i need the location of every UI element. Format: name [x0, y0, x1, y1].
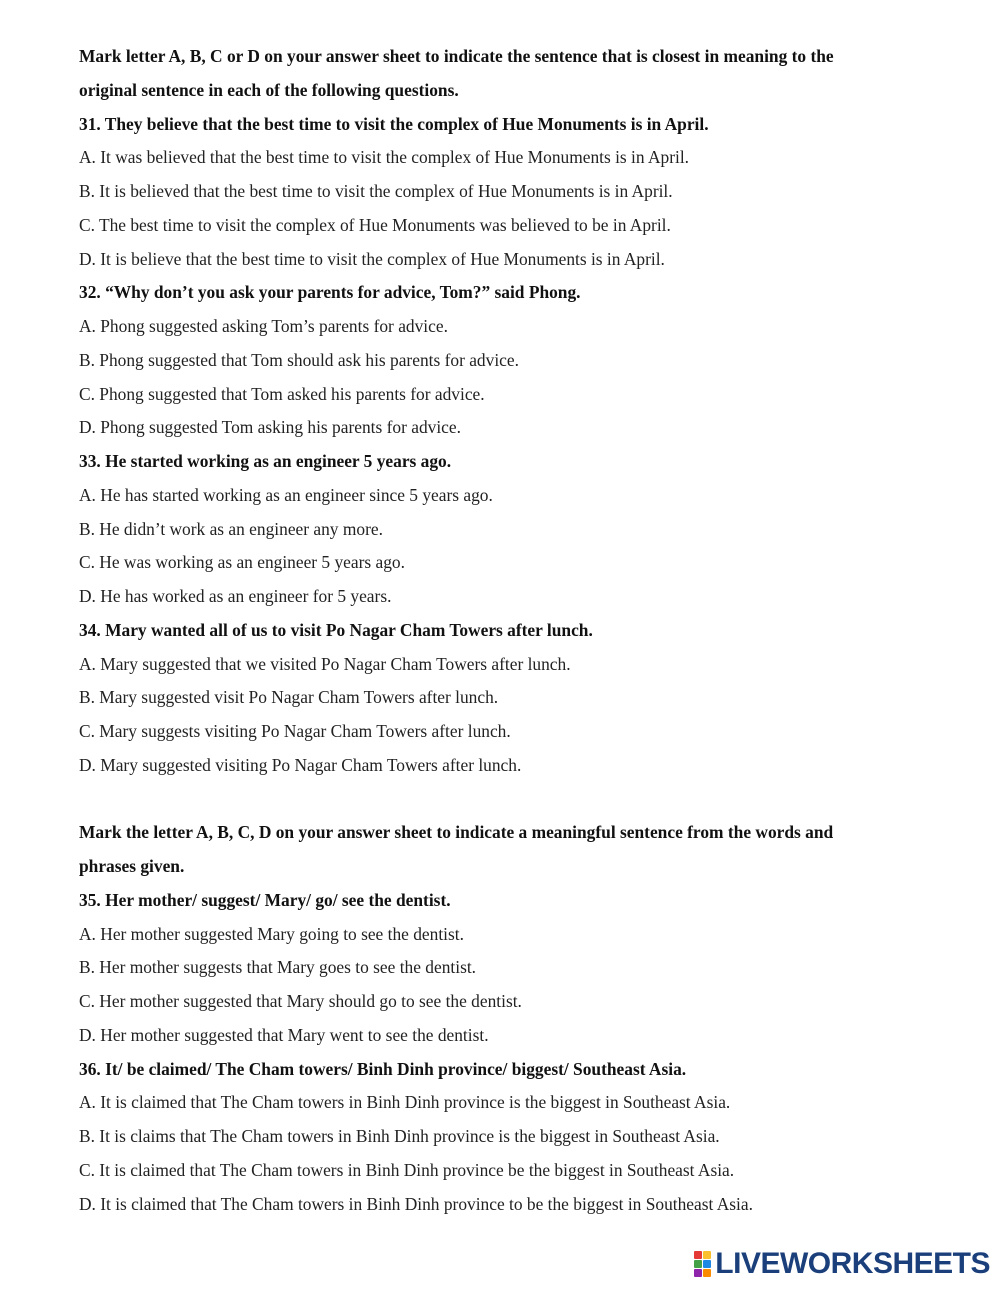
logo-tile: [694, 1251, 702, 1259]
instruction-line: phrases given.: [79, 856, 185, 876]
option-d[interactable]: D. It is believe that the best time to visit the complex of Hue Monuments is in April.: [79, 248, 665, 269]
question-34: [79, 614, 959, 783]
option-b[interactable]: B. Mary suggested visit Po Nagar Cham Towers after lunch.: [79, 687, 499, 708]
question-prompt: 31. They believe that the best time to visit the complex of Hue Monuments is in April.: [79, 113, 709, 134]
liveworksheets-logo[interactable]: [694, 1247, 990, 1281]
option-a[interactable]: A. He has started working as an engineer since 5 years ago.: [79, 484, 493, 505]
section-2: [79, 816, 959, 1221]
option-b[interactable]: B. It is believed that the best time to visit the complex of Hue Monuments is in April.: [79, 181, 673, 201]
option-c[interactable]: C. The best time to visit the complex of Hue Monuments was believed to be in April.: [79, 214, 671, 235]
question-prompt: 36. It/ be claimed/ The Cham towers/ Binh Dinh province/ biggest/ Southeast Asia.: [79, 1058, 687, 1079]
worksheet-document: [79, 40, 959, 1221]
option-c[interactable]: C. He was working as an engineer 5 years ago.: [79, 552, 405, 573]
question-prompt: 35. Her mother/ suggest/ Mary/ go/ see the dentist.: [79, 889, 451, 910]
option-a[interactable]: A. It was believed that the best time to visit the complex of Hue Monuments is in April.: [79, 147, 690, 168]
option-c[interactable]: C. Phong suggested that Tom asked his parents for advice.: [79, 383, 485, 404]
question-prompt: 34. Mary wanted all of us to visit Po Nagar Cham Towers after lunch.: [79, 619, 593, 640]
option-c[interactable]: C. Mary suggests visiting Po Nagar Cham Towers after lunch.: [79, 721, 511, 741]
option-b[interactable]: B. Her mother suggests that Mary goes to see the dentist.: [79, 957, 477, 978]
logo-tile: [694, 1260, 702, 1268]
option-b[interactable]: B. It is claims that The Cham towers in Binh Dinh province is the biggest in Southeast Asia.: [79, 1126, 720, 1146]
option-d[interactable]: D. He has worked as an engineer for 5 years.: [79, 586, 392, 606]
option-d[interactable]: D. Her mother suggested that Mary went to see the dentist.: [79, 1024, 489, 1045]
question-31: [79, 108, 959, 277]
option-d[interactable]: D. Phong suggested Tom asking his parents for advice.: [79, 417, 461, 438]
logo-tile: [694, 1269, 702, 1277]
option-a[interactable]: A. Her mother suggested Mary going to see the dentist.: [79, 923, 464, 944]
instruction-line: Mark the letter A, B, C, D on your answer sheet to indicate a meaningful sentence from the words and: [79, 822, 834, 843]
question-35: [79, 884, 959, 1053]
question-33: [79, 445, 959, 614]
question-36: [79, 1053, 959, 1222]
option-a[interactable]: A. It is claimed that The Cham towers in Binh Dinh province is the biggest in Southeast Asia.: [79, 1092, 731, 1113]
option-a[interactable]: A. Mary suggested that we visited Po Nagar Cham Towers after lunch.: [79, 653, 571, 674]
logo-tile: [703, 1260, 711, 1268]
section-spacer: [79, 783, 959, 817]
option-c[interactable]: C. Her mother suggested that Mary should go to see the dentist.: [79, 991, 522, 1011]
section-1: [79, 40, 959, 783]
liveworksheets-logo-icon: [694, 1251, 711, 1277]
option-b[interactable]: B. Phong suggested that Tom should ask his parents for advice.: [79, 349, 519, 370]
option-b[interactable]: B. He didn’t work as an engineer any more.: [79, 518, 383, 539]
logo-tile: [703, 1269, 711, 1277]
question-prompt: 32. “Why don’t you ask your parents for advice, Tom?” said Phong.: [79, 282, 581, 303]
instruction-line: Mark letter A, B, C or D on your answer sheet to indicate the sentence that is closest in meaning to the: [79, 46, 834, 66]
instruction-line: original sentence in each of the following questions.: [79, 79, 459, 100]
logo-tile: [703, 1251, 711, 1259]
logo-text: LIVEWORKSHEETS: [715, 1247, 990, 1280]
option-d[interactable]: D. It is claimed that The Cham towers in Binh Dinh province to be the biggest in Southeast Asia.: [79, 1193, 753, 1214]
option-d[interactable]: D. Mary suggested visiting Po Nagar Cham Towers after lunch.: [79, 754, 522, 775]
question-prompt: 33. He started working as an engineer 5 years ago.: [79, 451, 452, 471]
option-a[interactable]: A. Phong suggested asking Tom’s parents for advice.: [79, 316, 448, 336]
question-32: [79, 276, 959, 445]
option-c[interactable]: C. It is claimed that The Cham towers in Binh Dinh province be the biggest in Southeast Asia.: [79, 1159, 735, 1180]
